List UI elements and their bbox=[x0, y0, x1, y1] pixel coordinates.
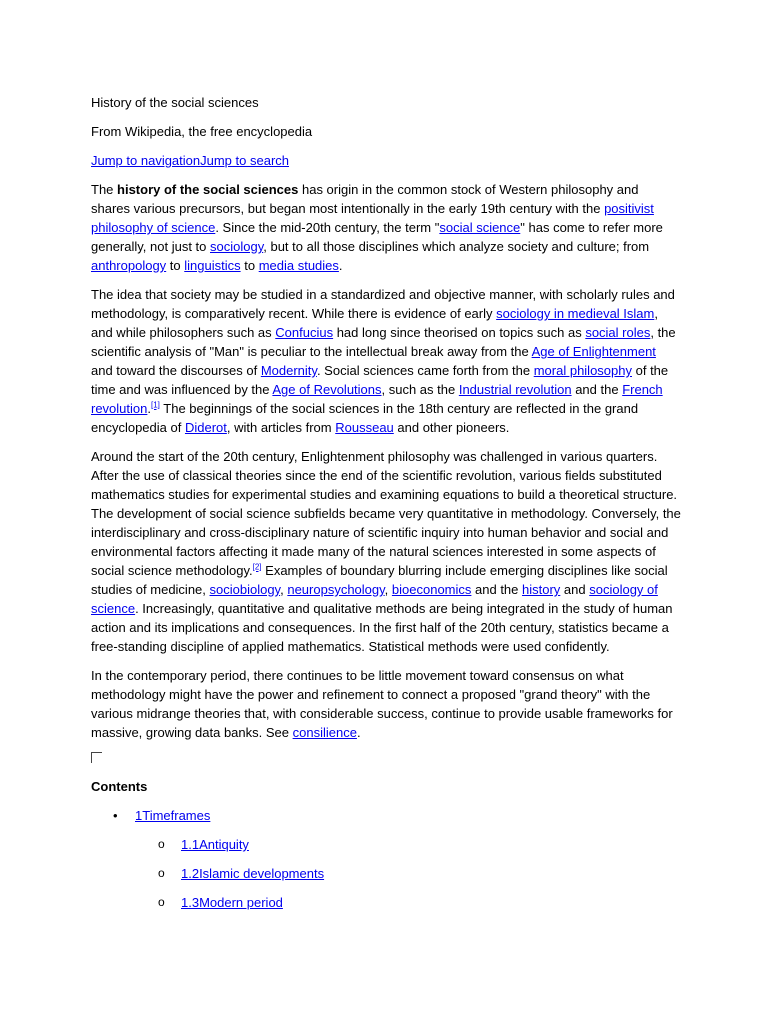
broken-image-icon bbox=[91, 752, 102, 763]
text: and toward the discourses of bbox=[91, 363, 261, 378]
contents-heading: Contents bbox=[91, 779, 148, 794]
bold-term: history of the social sciences bbox=[117, 182, 299, 197]
text: and the bbox=[471, 582, 523, 597]
text: The idea that society may be studied in a standardized and objective manner, with scholarly rules and methodology, is comparatively recent. While there is evidence of early bbox=[91, 287, 675, 321]
paragraph-4 bbox=[91, 666, 681, 742]
link-sociology[interactable]: sociology bbox=[210, 239, 264, 254]
page-title: History of the social sciences bbox=[91, 95, 259, 110]
link-philosophy-of-science[interactable]: philosophy of science bbox=[91, 220, 216, 235]
text: . Social sciences came forth from the bbox=[316, 363, 534, 378]
toc-link-modern-period[interactable]: 1.3Modern period bbox=[181, 895, 283, 910]
link-modernity[interactable]: Modernity bbox=[260, 363, 317, 378]
text: of the time and was influenced by the bbox=[91, 363, 669, 397]
text: , and while philosophers such as bbox=[91, 306, 658, 340]
paragraph-2 bbox=[91, 285, 681, 437]
table-of-contents bbox=[91, 806, 681, 912]
link-bioeconomics[interactable]: bioeconomics bbox=[391, 582, 472, 597]
text: . bbox=[356, 725, 361, 740]
jump-links bbox=[91, 151, 681, 170]
toc-link-timeframes[interactable]: 1Timeframes bbox=[135, 808, 211, 823]
text: , but to all those disciplines which analyze society and culture; from bbox=[263, 239, 650, 254]
link-industrial-revolution[interactable]: Industrial revolution bbox=[458, 382, 572, 397]
link-age-of-revolutions[interactable]: Age of Revolutions bbox=[272, 382, 382, 397]
link-diderot[interactable]: Diderot bbox=[184, 420, 227, 435]
link-sociology-in-medieval-islam[interactable]: sociology in medieval Islam bbox=[496, 306, 655, 321]
page-subtitle: From Wikipedia, the free encyclopedia bbox=[91, 124, 313, 139]
toc-item bbox=[91, 864, 681, 883]
text: has origin in the common stock of Western philosophy and shares various precursors, but began most intentionally in the early 19th century with the bbox=[91, 182, 639, 216]
toc-link-islamic-developments[interactable]: 1.2Islamic developments bbox=[181, 866, 325, 881]
link-age-of-enlightenment[interactable]: Age of Enlightenment bbox=[531, 344, 656, 359]
link-consilience[interactable]: consilience bbox=[292, 725, 357, 740]
link-rousseau[interactable]: Rousseau bbox=[335, 420, 394, 435]
toc-item bbox=[91, 806, 681, 825]
link-history[interactable]: history bbox=[522, 582, 561, 597]
text: to bbox=[166, 258, 185, 273]
text: , with articles from bbox=[226, 420, 336, 435]
paragraph-1 bbox=[91, 180, 681, 275]
text: . Since the mid-20th century, the term " bbox=[215, 220, 440, 235]
text: . Increasingly, quantitative and qualitative methods are being integrated in the study of human action and its implications and consequences. In the first half of the 20th century, statistics became a free-standing discipline of applied mathematics. Statistical methods were used confidently. bbox=[91, 601, 673, 654]
text: had long since theorised on topics such as bbox=[333, 325, 586, 340]
link-french-revolution[interactable]: French revolution bbox=[91, 382, 663, 416]
citation-link[interactable]: [1] bbox=[151, 400, 160, 410]
text: In the contemporary period, there continues to be little movement toward consensus on what methodology might have the power and refinement to connect a proposed "grand theory" with the various midrange theories that, with considerable success, continue to provide usable frameworks for massive, growing data banks. See bbox=[91, 668, 673, 740]
text: , bbox=[280, 582, 288, 597]
text: Around the start of the 20th century, Enlightenment philosophy was challenged in various quarters. After the use of classical theories since the end of the scientific revolution, various fields substituted mathematics studies for experimental studies and examining equations to build a theoretical structure. The development of social science subfields became very quantitative in methodology. Conversely, the interdisciplinary and cross-disciplinary nature of scientific inquiry into human behavior and social and environmental factors affecting it made many of the natural sciences interested in some aspects of social science methodology. bbox=[91, 449, 681, 578]
link-media-studies[interactable]: media studies bbox=[258, 258, 339, 273]
text: , such as the bbox=[381, 382, 459, 397]
text: The bbox=[91, 182, 118, 197]
text: , the scientific analysis of "Man" is peculiar to the intellectual break away from the bbox=[91, 325, 676, 359]
text: , bbox=[384, 582, 392, 597]
link-neuropsychology[interactable]: neuropsychology bbox=[287, 582, 385, 597]
jump-to-search-link[interactable]: Jump to search bbox=[200, 153, 289, 168]
text: " has come to refer more generally, not just to bbox=[91, 220, 663, 254]
text: and bbox=[560, 582, 590, 597]
link-positivist[interactable]: positivist bbox=[604, 201, 654, 216]
text: and other pioneers. bbox=[393, 420, 510, 435]
article bbox=[91, 93, 681, 922]
toc-item bbox=[91, 893, 681, 912]
text: to bbox=[240, 258, 259, 273]
text: . bbox=[338, 258, 343, 273]
toc-item bbox=[91, 835, 681, 854]
text: The beginnings of the social sciences in the 18th century are reflected in the grand encyclopedia of bbox=[91, 401, 639, 435]
text: . bbox=[147, 401, 151, 416]
link-linguistics[interactable]: linguistics bbox=[184, 258, 241, 273]
text: and the bbox=[571, 382, 623, 397]
paragraph-3 bbox=[91, 447, 681, 656]
text: Examples of boundary blurring include emerging disciplines like social studies of medicine, bbox=[91, 563, 668, 597]
link-sociobiology[interactable]: sociobiology bbox=[209, 582, 281, 597]
toc-link-antiquity[interactable]: 1.1Antiquity bbox=[181, 837, 249, 852]
jump-to-navigation-link[interactable]: Jump to navigation bbox=[91, 153, 201, 168]
link-social-science[interactable]: social science bbox=[439, 220, 521, 235]
link-sociology-of-science[interactable]: sociology of science bbox=[91, 582, 658, 616]
link-moral-philosophy[interactable]: moral philosophy bbox=[533, 363, 632, 378]
link-social-roles[interactable]: social roles bbox=[585, 325, 651, 340]
citation-link[interactable]: [2] bbox=[252, 562, 262, 572]
link-confucius[interactable]: Confucius bbox=[275, 325, 334, 340]
link-anthropology[interactable]: anthropology bbox=[91, 258, 167, 273]
